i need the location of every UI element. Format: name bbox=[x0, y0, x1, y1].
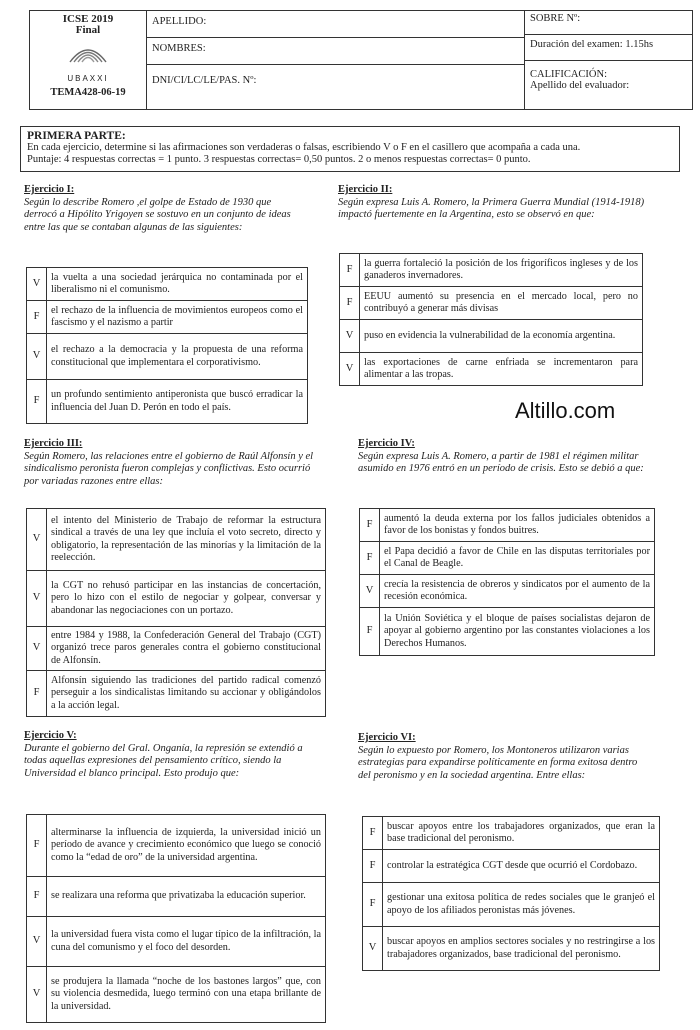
table-row bbox=[27, 268, 308, 301]
exercise-2-table bbox=[339, 253, 643, 386]
exercise-title: Ejercicio IV: bbox=[358, 438, 415, 449]
answer-cell[interactable]: V bbox=[27, 509, 47, 571]
statement-cell: alterminarse la influencia de izquierda, la universidad inició un período de avance y crecimiento económico que luego se conoció como la “edad de oro” de la universidad argentina. bbox=[47, 815, 326, 877]
statement-cell: entre 1984 y 1988, la Confederación General del Trabajo (CGT) organizó trece paros generales contra el gobierno constitucional de Alfonsín. bbox=[47, 627, 326, 671]
calificacion-field[interactable] bbox=[524, 61, 692, 109]
duracion-label: Duración del examen: 1.15hs bbox=[530, 39, 654, 50]
table-row bbox=[340, 353, 643, 386]
statement-cell: buscar apoyos entre los trabajadores organizados, que eran la base tradicional del peronismo. bbox=[383, 817, 660, 850]
answer-cell[interactable]: V bbox=[27, 334, 47, 380]
answer-cell[interactable]: V bbox=[27, 268, 47, 301]
table-row bbox=[27, 671, 326, 717]
exercise-5-table bbox=[26, 814, 326, 1023]
calificacion-label: CALIFICACIÓN: bbox=[530, 69, 608, 80]
answer-cell[interactable]: V bbox=[27, 627, 47, 671]
exercise-prompt: Según expresa Luis A. Romero, a partir de 1981 el régimen militar asumido en 1976 entró en un período de crisis. Esto se debió a que: bbox=[358, 450, 644, 474]
table-row bbox=[27, 509, 326, 571]
statement-cell: controlar la estratégica CGT desde que ocurrió el Cordobazo. bbox=[383, 850, 660, 883]
exam-stage: Final bbox=[75, 24, 101, 36]
table-row bbox=[27, 571, 326, 627]
table-row bbox=[27, 917, 326, 967]
table-row bbox=[363, 883, 660, 927]
answer-cell[interactable]: F bbox=[360, 509, 380, 542]
exercise-6-heading bbox=[358, 732, 644, 782]
answer-cell[interactable]: V bbox=[340, 353, 360, 386]
statement-cell: gestionar una exitosa política de redes sociales que le granjeó el apoyo de los afiliados peronistas más jóvenes. bbox=[383, 883, 660, 927]
statement-cell: el Papa decidió a favor de Chile en las disputas territoriales por el Canal de Beagle. bbox=[380, 542, 655, 575]
exercise-title: Ejercicio I: bbox=[24, 184, 75, 195]
answer-cell[interactable]: F bbox=[363, 817, 383, 850]
table-row bbox=[340, 320, 643, 353]
exercise-5-heading bbox=[24, 730, 326, 780]
table-row bbox=[363, 850, 660, 883]
answer-cell[interactable]: F bbox=[27, 815, 47, 877]
exercise-3-heading bbox=[24, 438, 326, 488]
section-title: PRIMERA PARTE: bbox=[27, 130, 126, 142]
table-row bbox=[27, 967, 326, 1023]
duracion-text bbox=[524, 35, 692, 61]
table-row bbox=[27, 627, 326, 671]
answer-cell[interactable]: V bbox=[27, 917, 47, 967]
statement-cell: las exportaciones de carne enfriada se incrementaron para alimentar a las tropas. bbox=[360, 353, 643, 386]
table-row bbox=[27, 380, 308, 424]
table-row bbox=[360, 542, 655, 575]
statement-cell: un profundo sentimiento antiperonista que buscó erradicar la influencia del Juan D. Perón en todo el país. bbox=[47, 380, 308, 424]
statement-cell: se realizara una reforma que privatizaba la educación superior. bbox=[47, 877, 326, 917]
statement-cell: la Unión Soviética y el bloque de países socialistas dejaron de apoyar al gobierno argentino por las constantes violaciones a los Derechos Humanos. bbox=[380, 608, 655, 656]
exercise-prompt: Según lo expuesto por Romero, los Montoneros utilizaron varias estrategias para expandirse políticamente en forma exitosa dentro del peronismo y en la sociedad argentina. Entre ellas: bbox=[358, 744, 638, 781]
table-row bbox=[340, 254, 643, 287]
table-row bbox=[27, 877, 326, 917]
exercise-2-heading bbox=[338, 184, 664, 222]
statement-cell: la CGT no rehusó participar en las instancias de concertación, pero lo hizo con el estilo de negociar y golpear, conversar y abandonar las negociaciones con un portazo. bbox=[47, 571, 326, 627]
exercise-6-table bbox=[362, 816, 660, 971]
answer-cell[interactable]: F bbox=[27, 877, 47, 917]
dni-label: DNI/CI/LC/LE/PAS. Nº: bbox=[152, 75, 257, 86]
answer-cell[interactable]: F bbox=[27, 380, 47, 424]
exam-header bbox=[29, 10, 693, 110]
answer-cell[interactable]: F bbox=[27, 301, 47, 334]
answer-cell[interactable]: V bbox=[27, 967, 47, 1023]
exercise-title: Ejercicio VI: bbox=[358, 732, 416, 743]
answer-cell[interactable]: V bbox=[363, 927, 383, 971]
nombres-label: NOMBRES: bbox=[152, 43, 206, 54]
apellido-label: APELLIDO: bbox=[152, 16, 207, 27]
statement-cell: el rechazo a la democracia y la propuesta de una reforma constitucional que implementara el corporativismo. bbox=[47, 334, 308, 380]
exercise-4-table bbox=[359, 508, 655, 656]
sobre-label: SOBRE Nº: bbox=[530, 13, 581, 24]
statement-cell: la vuelta a una sociedad jerárquica no contaminada por el liberalismo ni el comunismo. bbox=[47, 268, 308, 301]
statement-cell: aumentó la deuda externa por los fallos judiciales obtenidos a favor de los bonistas y fondos buitres. bbox=[380, 509, 655, 542]
exam-info-cell bbox=[30, 11, 147, 109]
statement-cell: buscar apoyos en amplios sectores sociales y no restringirse a los trabajadores organizados, base tradicional del peronismo. bbox=[383, 927, 660, 971]
exercise-prompt: Durante el gobierno del Gral. Onganía, la represión se extendió a todas aquellas expresiones del pensamiento crítico, siendo la Universidad el blanco principal. Esto produjo que: bbox=[24, 742, 303, 779]
statement-cell: puso en evidencia la vulnerabilidad de la economía argentina. bbox=[360, 320, 643, 353]
student-fields bbox=[146, 11, 525, 109]
scoring-text: Puntaje: 4 respuestas correctas = 1 punto. 3 respuestas correctas= 0,50 puntos. 2 o menos respuestas correctas= 0 punto. bbox=[27, 154, 531, 165]
statement-cell: la universidad fuera vista como el lugar típico de la infiltración, la cuna del comunismo y el foco del desorden. bbox=[47, 917, 326, 967]
statement-cell: el intento del Ministerio de Trabajo de reformar la estructura sindical a través de una ley que incluía el voto secreto, directo y obligatorio, la representación de las minorías y la limitación de la reelección. bbox=[47, 509, 326, 571]
exercise-1-heading bbox=[24, 184, 300, 234]
statement-cell: la guerra fortaleció la posición de los frigoríficos ingleses y de los ganaderos invernadores. bbox=[360, 254, 643, 287]
answer-cell[interactable]: F bbox=[360, 608, 380, 656]
statement-cell: el rechazo de la influencia de movimientos europeos como el fascismo y el nazismo a partir bbox=[47, 301, 308, 334]
answer-cell[interactable]: F bbox=[340, 287, 360, 320]
answer-cell[interactable]: F bbox=[363, 883, 383, 927]
table-row bbox=[360, 509, 655, 542]
exercise-3-table bbox=[26, 508, 326, 717]
watermark-text: Altillo.com bbox=[515, 398, 616, 423]
table-row bbox=[340, 287, 643, 320]
table-row bbox=[363, 927, 660, 971]
exam-meta bbox=[524, 11, 692, 109]
table-row bbox=[27, 334, 308, 380]
exercise-1-table bbox=[26, 267, 308, 424]
statement-cell: se produjera la llamada “noche de los bastones largos” que, con su violencia desmedida, luego terminó con una etapa brillante de la universidad. bbox=[47, 967, 326, 1023]
exercise-prompt: Según Romero, las relaciones entre el gobierno de Raúl Alfonsín y el sindicalismo peronista fueron complejas y conflictivas. Esto ocurrió por variadas razones entre ellas: bbox=[24, 450, 314, 487]
ubaxxi-logo-icon bbox=[66, 40, 110, 66]
instructions-text: En cada ejercicio, determine si las afirmaciones son verdaderas o falsas, escribiendo V o F en el casillero que acompaña a cada una. bbox=[27, 142, 581, 153]
tema-code: TEMA428-06-19 bbox=[50, 87, 126, 98]
table-row bbox=[27, 815, 326, 877]
table-row bbox=[360, 608, 655, 656]
table-row bbox=[360, 575, 655, 608]
instructions-box bbox=[20, 126, 680, 172]
logo-text: UBAXXI bbox=[67, 74, 109, 83]
exam-name: ICSE 2019 bbox=[62, 13, 114, 25]
exercise-4-heading bbox=[358, 438, 644, 476]
sobre-field[interactable] bbox=[524, 11, 692, 35]
answer-cell[interactable]: F bbox=[340, 254, 360, 287]
answer-cell[interactable]: V bbox=[360, 575, 380, 608]
exercise-title: Ejercicio III: bbox=[24, 438, 83, 449]
apellido-field[interactable] bbox=[146, 11, 524, 38]
dni-field[interactable] bbox=[146, 65, 524, 109]
evaluador-label: Apellido del evaluador: bbox=[530, 80, 630, 91]
exercise-prompt: Según lo describe Romero ,el golpe de Estado de 1930 que derrocó a Hipólito Yrigoyen se sostuvo en un conjunto de ideas entre las que se contaban algunas de las siguientes: bbox=[24, 196, 291, 233]
statement-cell: EEUU aumentó su presencia en el mercado local, pero no contribuyó a generar más divisas bbox=[360, 287, 643, 320]
answer-cell[interactable]: F bbox=[360, 542, 380, 575]
exercise-title: Ejercicio V: bbox=[24, 730, 77, 741]
answer-cell[interactable]: V bbox=[340, 320, 360, 353]
statement-cell: crecía la resistencia de obreros y sindicatos por el aumento de la recesión económica. bbox=[380, 575, 655, 608]
answer-cell[interactable]: V bbox=[27, 571, 47, 627]
exercise-prompt: Según expresa Luis A. Romero, la Primera Guerra Mundial (1914-1918) impactó fuertemente en la Argentina, esto se observó en que: bbox=[338, 196, 645, 220]
answer-cell[interactable]: F bbox=[27, 671, 47, 717]
statement-cell: Alfonsín siguiendo las tradiciones del partido radical comenzó perseguir a los sindicalistas limitando su accionar y obligándolos a la acción legal. bbox=[47, 671, 326, 717]
table-row bbox=[27, 301, 308, 334]
exercise-title: Ejercicio II: bbox=[338, 184, 393, 195]
table-row bbox=[363, 817, 660, 850]
nombres-field[interactable] bbox=[146, 38, 524, 65]
answer-cell[interactable]: F bbox=[363, 850, 383, 883]
